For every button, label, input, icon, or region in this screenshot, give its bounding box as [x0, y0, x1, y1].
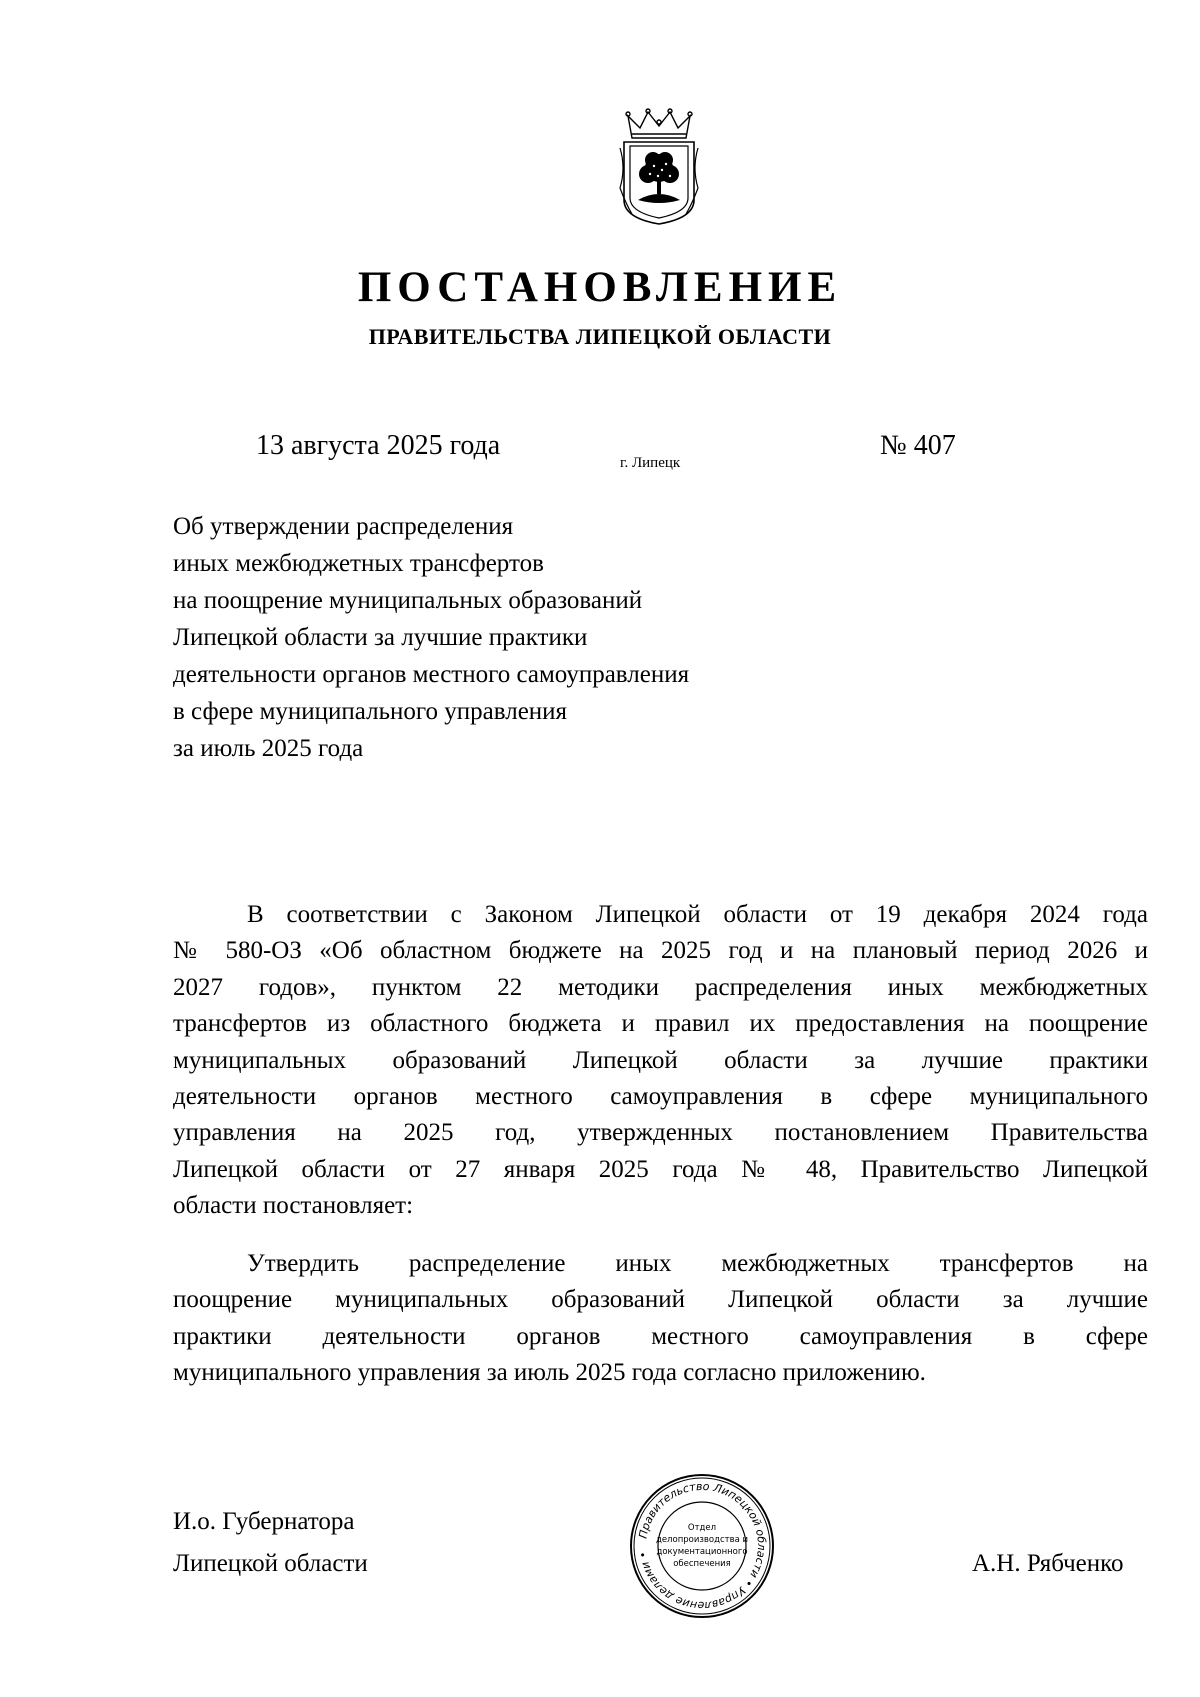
subject-line: иных межбюджетных трансфертов — [173, 550, 544, 577]
stamp-inner-line: Отдел — [687, 1523, 717, 1533]
document-subject — [173, 508, 793, 767]
document-place: г. Липецк — [620, 455, 681, 471]
stamp-inner-line: документационного — [656, 1547, 748, 1557]
paragraph-line: практики деятельности органов местного самоуправления в сфере — [173, 1322, 1148, 1350]
subject-line: Об утверждении распределения — [173, 513, 514, 540]
subject-line: Липецкой области за лучшие практики — [173, 624, 588, 651]
paragraph-line: поощрение муниципальных образований Липецкой области за лучшие — [173, 1286, 1148, 1314]
subject-line: в сфере муниципального управления — [173, 698, 568, 725]
body-paragraph-preamble — [173, 897, 1148, 1225]
coat-of-arms-icon — [618, 108, 700, 228]
paragraph-line: В соответствии с Законом Липецкой области от 19 декабря 2024 года — [247, 901, 1148, 928]
signatory-name: А.Н. Рябченко — [972, 1550, 1124, 1577]
svg-text:Правительство Липецкой области — [636, 1480, 768, 1612]
body-paragraph-resolution — [173, 1246, 1148, 1392]
document-title: ПОСТАНОВЛЕНИЕ — [357, 264, 843, 311]
paragraph-line: трансфертов из областного бюджета и правил их предоставления на поощрение — [173, 1010, 1148, 1038]
subject-line: на поощрение муниципальных образований — [173, 587, 643, 614]
document-date: 13 августа 2025 года — [256, 430, 501, 461]
paragraph-line: области постановляет: — [173, 1192, 414, 1220]
document-number: № 407 — [880, 430, 956, 461]
paragraph-line: 2027 годов», пунктом 22 методики распределения иных межбюджетных — [173, 973, 1148, 1001]
signatory-position — [173, 1501, 368, 1585]
signatory-position-line: И.о. Губернатора — [173, 1508, 355, 1535]
paragraph-line: Липецкой области от 27 января 2025 года № 48, Правительство Липецкой — [173, 1155, 1148, 1183]
subject-line: деятельности органов местного самоуправления — [173, 661, 690, 688]
subject-line: за июль 2025 года — [173, 735, 364, 762]
stamp-outer-text: Правительство Липецкой области • Управление делами • — [636, 1479, 769, 1613]
paragraph-line: муниципального управления за июль 2025 года согласно приложению. — [173, 1359, 926, 1387]
paragraph-line: муниципальных образований Липецкой области за лучшие практики — [173, 1046, 1148, 1074]
document-subtitle: ПРАВИТЕЛЬСТВА ЛИПЕЦКОЙ ОБЛАСТИ — [368, 324, 832, 349]
stamp-inner-line: обеспечения — [673, 1559, 731, 1569]
stamp-inner-line: делопроизводства и — [655, 1535, 749, 1545]
signatory-position-line: Липецкой области — [173, 1550, 368, 1577]
paragraph-line: деятельности органов местного самоуправления в сфере муниципального — [173, 1083, 1148, 1111]
paragraph-line: Утвердить распределение иных межбюджетных трансфертов на — [247, 1250, 1148, 1277]
paragraph-line: управления на 2025 год, утвержденных постановлением Правительства — [173, 1119, 1148, 1147]
paragraph-line: № 580-ОЗ «Об областном бюджете на 2025 год и на плановый период 2026 и — [173, 937, 1148, 965]
official-stamp — [628, 1472, 776, 1620]
